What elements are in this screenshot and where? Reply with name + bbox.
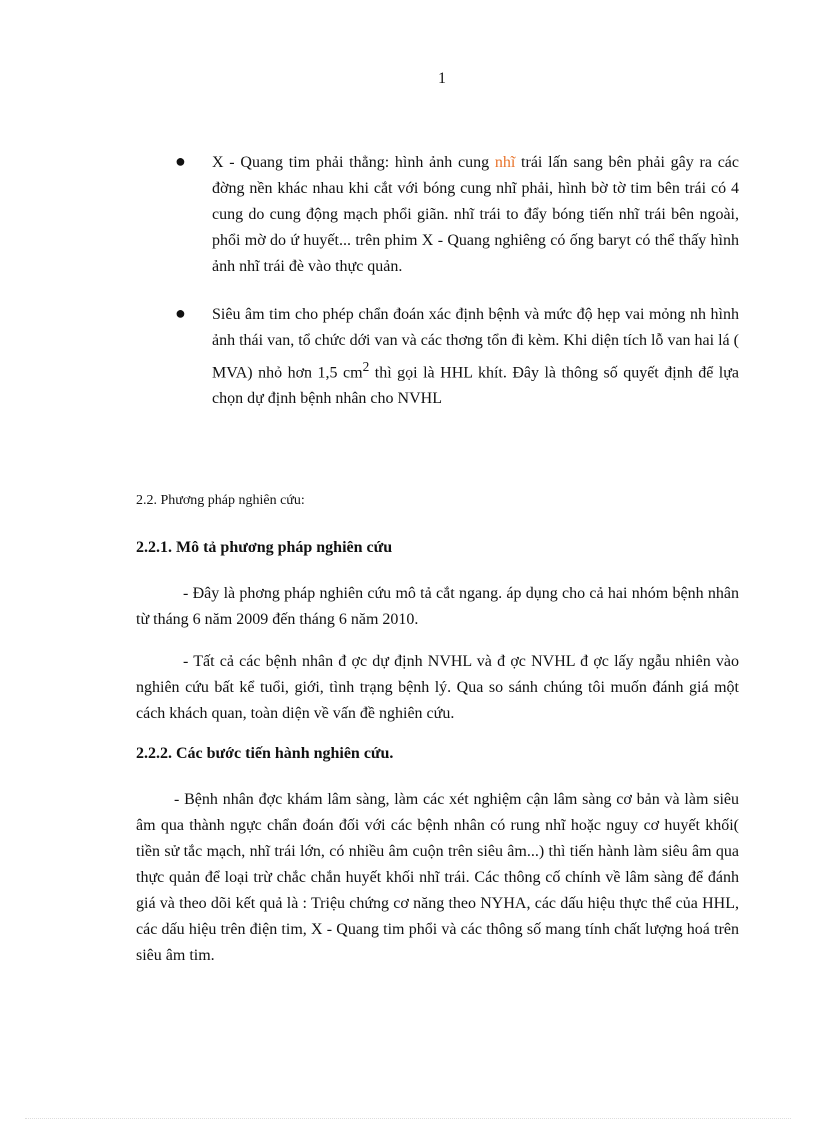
highlighted-word: nhĩ [494, 154, 516, 171]
section-heading-2-2-1: 2.2.1. Mô tả phương pháp nghiên cứu [136, 539, 393, 556]
paragraph: - Đây là phơng pháp nghiên cứu mô tả cắt ngang. áp dụng cho cả hai nhóm bệnh nhân từ tháng 6 năm 2009 đến tháng 6 năm 2010. [136, 585, 739, 628]
bullet-text: X - Quang tim phải thẳng: hình ảnh cung nhĩ trái lấn sang bên phải gây ra các đờng nền khác nhau khi cắt với bóng cung nhĩ phải, hình bờ tờ tim bên trái có 4 cung do cung động mạch phổi giãn. nhĩ trái to đẩy bóng tiến nhĩ trái bên ngoài, phổi mờ do ứ huyết... trên phim X - Quang nghiêng có ống baryt có thể thấy hình ảnh nhĩ trái đè vào thực quản. [212, 154, 739, 275]
main-content [136, 493, 739, 985]
bullet-icon: ● [175, 151, 186, 171]
section-heading-2-2: 2.2. Phương pháp nghiên cứu: [136, 493, 305, 508]
bullet-item-xray [175, 150, 739, 280]
bullet-text: Siêu âm tim cho phép chẩn đoán xác định bệnh và mức độ hẹp vai mỏng nh hình ảnh thái van, tổ chức dới van và các thơng tổn đi kèm. Khi diện tích lỗ van hai lá ( MVA) nhỏ hơn 1,5 $cm^2$ thì gọi là HHL khít. Đây là thông số quyết định để lựa chọn dự định bệnh nhân cho NVHL [212, 306, 740, 408]
bullet-item-echo [175, 302, 739, 412]
page-bottom-divider [25, 1118, 791, 1119]
paragraph: - Bệnh nhân đợc khám lâm sàng, làm các xét nghiệm cận lâm sàng cơ bản và làm siêu âm qua thành ngực chẩn đoán đối với các bệnh nhân có rung nhĩ hoặc nguy cơ huyết khối( tiền sử tắc mạch, nhĩ trái lớn, có nhiều âm cuộn trên siêu âm...) thì tiến hành làm siêu âm qua thực quản để loại trừ chắc chắn huyết khối nhĩ trái. Các thông cố chính về lâm sàng để đánh giá và theo dõi kết quả là : Triệu chứng cơ năng theo NYHA, các dấu hiệu thực thể của HHL, các dấu hiệu trên điện tim, X - Quang tim phổi và các thông số mang tính chất lượng hoá trên siêu âm tim. [136, 791, 739, 964]
section-heading-2-2-2: 2.2.2. Các bước tiến hành nghiên cứu. [136, 745, 394, 762]
bullet-icon: ● [175, 303, 186, 323]
page-number: 1 [438, 70, 446, 87]
bullet-list [175, 150, 739, 434]
superscript: 2 [362, 359, 370, 374]
paragraph: - Tất cả các bệnh nhân đ ợc dự định NVHL và đ ợc NVHL đ ợc lấy ngẫu nhiên vào nghiên cứu bất kể tuổi, giới, tình trạng bệnh lý. Qua so sánh chúng tôi muốn đánh giá một cách khách quan, toàn diện về vấn đề nghiên cứu. [136, 653, 739, 722]
